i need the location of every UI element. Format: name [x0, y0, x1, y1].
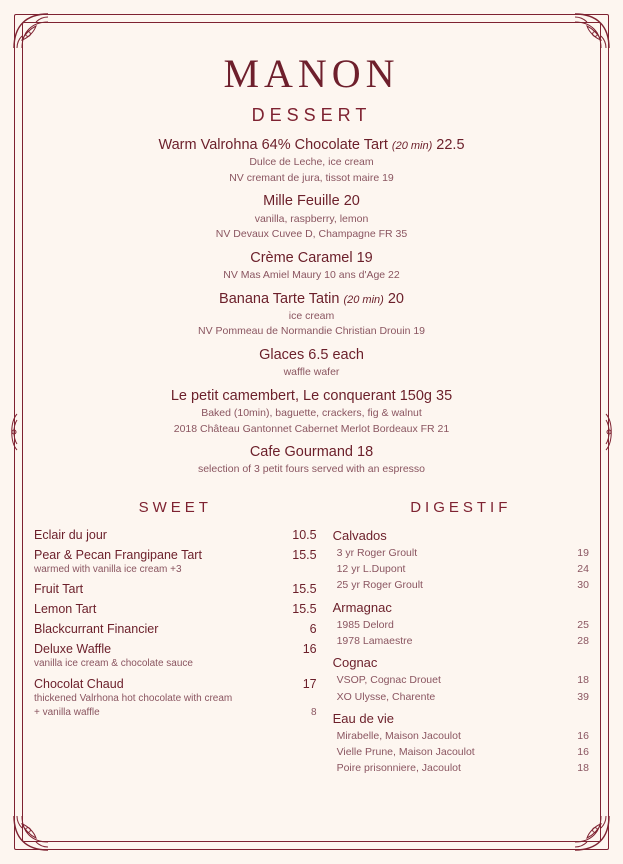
- dessert-item: [34, 136, 589, 185]
- dessert-item: [34, 249, 589, 283]
- digestif-price: 39: [577, 690, 589, 703]
- list-item: [34, 677, 317, 720]
- dessert-price: 6.5 each: [308, 346, 364, 363]
- digestif-label: XO Ulysse, Charente: [336, 690, 436, 703]
- table-row: [333, 617, 589, 633]
- sweet-sub-price: 8: [311, 707, 317, 719]
- dessert-price: 20: [387, 290, 404, 307]
- list-item: [34, 622, 317, 636]
- sweet-price: 15.5: [292, 582, 317, 597]
- dessert-name-line: [34, 192, 589, 210]
- dessert-note: (20 min): [391, 140, 433, 152]
- table-row: [333, 577, 589, 593]
- digestif-label: Vielle Prune, Maison Jacoulot: [336, 746, 475, 759]
- dessert-name-line: [34, 346, 589, 364]
- dessert-name-line: [34, 249, 589, 267]
- dessert-price: 20: [343, 193, 360, 210]
- digestif-price: 18: [577, 674, 589, 687]
- dessert-name: Glaces: [259, 346, 305, 363]
- sweet-name: Deluxe Waffle: [34, 642, 112, 657]
- dessert-item: [34, 192, 589, 241]
- digestif-price: 18: [577, 762, 589, 775]
- dessert-name-line: [34, 387, 589, 405]
- dessert-price: 22.5: [436, 137, 465, 153]
- sweet-list: [34, 528, 317, 720]
- digestif-price: 30: [577, 579, 589, 592]
- table-row: [333, 633, 589, 649]
- dessert-wine-pairing: 2018 Château Gantonnet Cabernet Merlot Bordeaux FR 21: [173, 422, 450, 435]
- sweet-name: Fruit Tart: [34, 582, 84, 597]
- sweet-price: 15.5: [292, 547, 317, 562]
- table-row: [333, 672, 589, 688]
- digestif-price: 16: [577, 729, 589, 742]
- dessert-description: waffle wafer: [283, 366, 340, 379]
- sweet-name: Eclair du jour: [34, 527, 107, 542]
- table-row: [333, 744, 589, 760]
- digestif-group-name: Calvados: [332, 527, 387, 543]
- dessert-description: vanilla, raspberry, lemon: [254, 212, 369, 225]
- sweet-price: 16: [302, 642, 317, 657]
- table-row: [333, 689, 589, 705]
- table-row: [333, 760, 589, 776]
- dessert-item: [34, 443, 589, 477]
- dessert-name: Warm Valrohna 64% Chocolate Tart: [158, 137, 388, 153]
- list-item: [34, 528, 317, 542]
- digestif-label: Mirabelle, Maison Jacoulot: [336, 729, 461, 742]
- sweet-name: Lemon Tart: [34, 602, 97, 617]
- dessert-name: Le petit camembert, Le conquerant 150g: [170, 387, 432, 404]
- list-item: [34, 548, 317, 577]
- digestif-group: [333, 655, 589, 705]
- sweet-price: 6: [309, 622, 317, 637]
- table-row: [333, 561, 589, 577]
- dessert-list: [34, 136, 589, 477]
- sweet-price: 17: [302, 676, 317, 691]
- dessert-wine-pairing: NV Mas Amiel Maury 10 ans d'Age 22: [223, 268, 400, 281]
- dessert-description: Baked (10min), baguette, crackers, fig & walnut: [201, 406, 422, 419]
- list-item: [34, 582, 317, 596]
- digestif-list: [333, 528, 589, 777]
- list-item: [34, 602, 317, 616]
- digestif-group: [333, 600, 589, 650]
- dessert-wine-pairing: NV Devaux Cuvee D, Champagne FR 35: [215, 228, 408, 241]
- dessert-description: Dulce de Leche, ice cream: [249, 156, 374, 169]
- digestif-section-title: DIGESTIF: [410, 498, 512, 516]
- dessert-item: [34, 387, 589, 436]
- dessert-name: Cafe Gourmand: [249, 444, 353, 461]
- sweet-description: vanilla ice cream & chocolate sauce: [34, 658, 193, 670]
- digestif-group-name: Cognac: [332, 655, 378, 671]
- dessert-description: ice cream: [288, 309, 335, 322]
- sweet-name: Chocolat Chaud: [34, 676, 124, 691]
- digestif-group: [333, 528, 589, 594]
- sweet-section-title: SWEET: [138, 498, 212, 516]
- dessert-price: 19: [356, 249, 373, 266]
- dessert-name: Banana Tarte Tatin: [219, 290, 340, 307]
- side-ornament-icon: [595, 412, 617, 452]
- digestif-column: [323, 499, 589, 783]
- restaurant-name: MANON: [223, 51, 400, 96]
- sweet-name: Pear & Pecan Frangipane Tart: [34, 547, 202, 562]
- dessert-item: [34, 346, 589, 380]
- sweet-price: 15.5: [292, 602, 317, 617]
- dessert-description: selection of 3 petit fours served with an espresso: [197, 463, 426, 476]
- dessert-wine-pairing: NV Pommeau de Normandie Christian Drouin 19: [197, 325, 426, 338]
- sweet-price: 10.5: [292, 527, 317, 542]
- digestif-price: 16: [577, 746, 589, 759]
- sweet-name: Blackcurrant Financier: [34, 622, 159, 637]
- digestif-price: 28: [577, 634, 589, 647]
- dessert-note: (20 min): [343, 293, 384, 306]
- dessert-item: [34, 290, 589, 339]
- dessert-name: Mille Feuille: [263, 193, 340, 210]
- digestif-price: 24: [577, 563, 589, 576]
- digestif-label: 3 yr Roger Groult: [336, 546, 418, 559]
- digestif-group: [333, 711, 589, 777]
- dessert-wine-pairing: NV cremant de jura, tissot maire 19: [229, 171, 394, 184]
- menu-content: [34, 34, 589, 830]
- table-row: [333, 545, 589, 561]
- digestif-label: VSOP, Cognac Drouet: [336, 674, 441, 687]
- sweet-description: + vanilla waffle: [34, 707, 100, 719]
- table-row: [333, 728, 589, 744]
- dessert-name-line: [34, 136, 589, 154]
- digestif-label: 1978 Lamaestre: [336, 634, 413, 647]
- sweet-description: warmed with vanilla ice cream +3: [34, 563, 182, 575]
- dessert-section-title: DESSERT: [251, 105, 372, 125]
- side-ornament-icon: [6, 412, 28, 452]
- lower-columns: [34, 499, 589, 783]
- dessert-name-line: [34, 443, 589, 461]
- digestif-label: 1985 Delord: [336, 618, 394, 631]
- digestif-price: 25: [577, 618, 589, 631]
- dessert-name: Crème Caramel: [250, 249, 353, 266]
- sweet-column: [34, 499, 323, 783]
- digestif-price: 19: [577, 546, 589, 559]
- digestif-label: Poire prisonniere, Jacoulot: [336, 762, 461, 775]
- digestif-label: 12 yr L.Dupont: [336, 563, 406, 576]
- dessert-price: 35: [436, 387, 453, 404]
- digestif-group-name: Armagnac: [332, 599, 392, 615]
- list-item: [34, 642, 317, 671]
- digestif-group-name: Eau de vie: [332, 710, 395, 726]
- digestif-label: 25 yr Roger Groult: [336, 579, 423, 592]
- sweet-description: thickened Valrhona hot chocolate with cream: [34, 692, 233, 704]
- dessert-price: 18: [357, 444, 374, 461]
- dessert-name-line: [34, 290, 589, 308]
